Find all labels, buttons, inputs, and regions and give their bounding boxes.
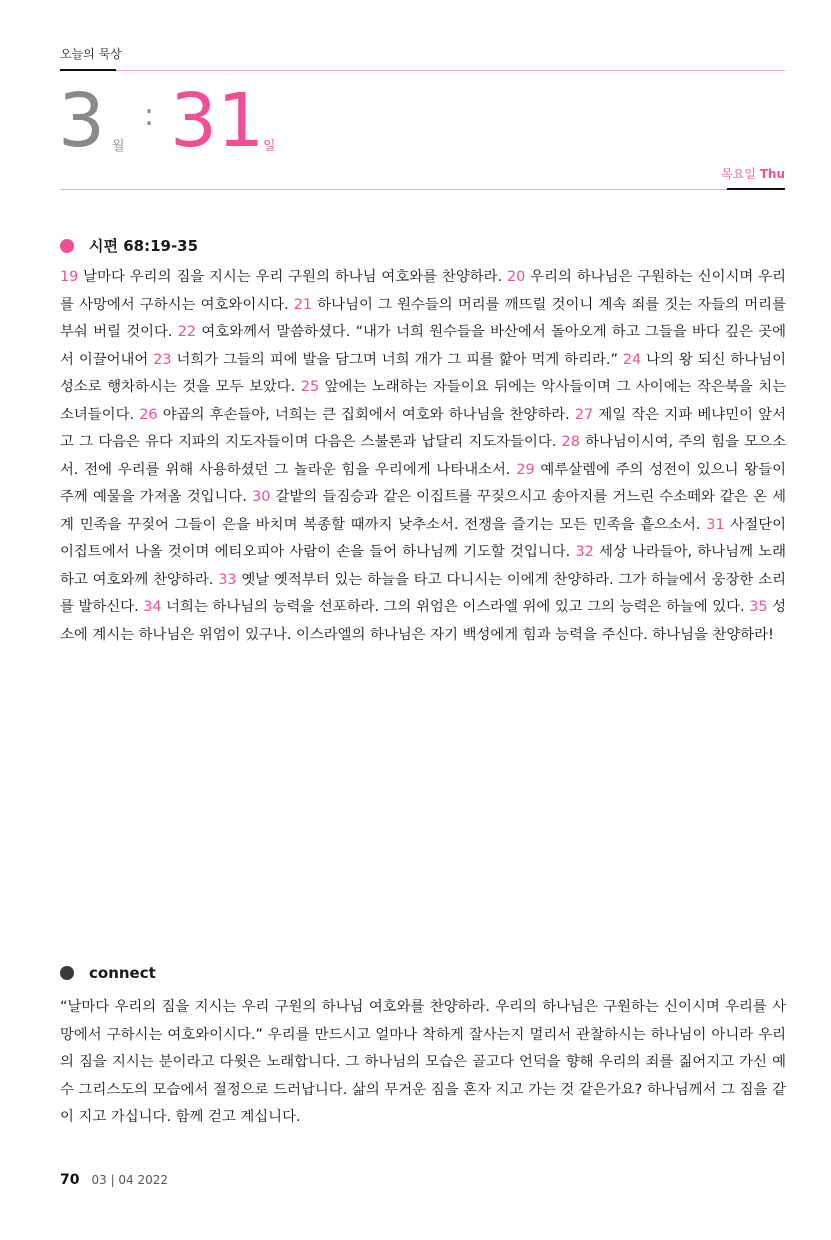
connect-bullet-icon: [60, 966, 74, 980]
verse-number: 29: [516, 461, 535, 478]
verse-number: 35: [749, 599, 768, 615]
header-rule: [116, 70, 785, 71]
weekday: [721, 165, 785, 182]
verse-number: 32: [575, 544, 594, 560]
verse-text: 여호와께서 말씀하셨다. “내가 너희 원수들을 바산에서 돌아오게 하고 그들을 바다 깊은 곳에서 이끌어내어: [60, 324, 787, 368]
verse-number: 23: [153, 351, 172, 368]
verse-number: 33: [218, 571, 237, 588]
verse-text: 하나님이시여, 주의 힘을 모으소서. 전에 우리를 위해 사용하셨던 그 놀라운 힘을 우리에게 나타내소서.: [60, 434, 786, 478]
footer: [60, 1172, 168, 1188]
verse-text: 세상 나라들아, 하나님께 노래하고 여호와께 찬양하라.: [60, 544, 786, 588]
date-rule: [60, 189, 727, 190]
verse-number: 30: [252, 489, 271, 505]
connect-title: connect: [89, 964, 156, 982]
date-underline: [727, 188, 785, 190]
header-label: 오늘의 묵상: [60, 47, 122, 61]
connect-heading: [60, 964, 156, 982]
date-block: [58, 78, 458, 164]
verse-text: 너희가 그들의 피에 발을 담그며 너희 개가 그 피를 핥아 먹게 하리라.”: [171, 351, 623, 368]
date-separator: :: [144, 98, 155, 133]
verse-number: 31: [706, 516, 725, 533]
verse-text: 날마다 우리의 짐을 지시는 우리 구원의 하나님 여호와를 찬양하라.: [78, 269, 507, 285]
verse-text: 나의 왕 되신 하나님이 성소로 행차하시는 것을 모두 보았다.: [60, 351, 786, 395]
verse-text: 너희는 하나님의 능력을 선포하라. 그의 위엄은 이스라엘 위에 있고 그의 능력은 하늘에 있다.: [161, 599, 750, 615]
verse-number: 20: [506, 269, 526, 285]
scripture-text: [60, 264, 786, 649]
verse-text: 우리의 하나님은 구원하는 신이시며 우리를 사망에서 구하시는 여호와이시다.: [60, 269, 786, 313]
verse-number: 28: [561, 434, 580, 450]
verse-number: 21: [293, 296, 313, 313]
header-underline: [60, 69, 116, 71]
weekday-ko: 목요일: [721, 167, 756, 181]
verse-number: 27: [574, 406, 594, 423]
month-number: 3: [58, 78, 106, 164]
verse-text: 성소에 계시는 하나님은 위엄이 있구나. 이스라엘의 하나님은 자기 백성에게 힘과 능력을 주신다. 하나님을 찬양하라!: [60, 599, 786, 643]
day-unit: 일: [263, 139, 276, 154]
scripture-bullet-icon: [60, 239, 74, 253]
verse-text: 야곱의 후손들아, 너희는 큰 집회에서 여호와 하나님을 찬양하라.: [157, 406, 575, 423]
verse-number: 34: [143, 599, 162, 615]
page-number: 70: [60, 1172, 80, 1188]
verse-number: 22: [177, 324, 197, 340]
day-number: 31: [170, 78, 265, 164]
verse-number: 25: [300, 379, 320, 395]
verse-text: 하나님이 그 원수들의 머리를 깨뜨릴 것이니 계속 죄를 짓는 자들의 머리를 부숴 버릴 것이다.: [60, 296, 786, 340]
verse-text: 예루살렘에 주의 성전이 있으니 왕들이 주께 예물을 가져올 것입니다.: [60, 461, 787, 505]
scripture-title: 시편 68:19-35: [89, 237, 199, 255]
verse-number: 24: [622, 351, 642, 368]
verse-text: 옛날 옛적부터 있는 하늘을 타고 다니시는 이에게 찬양하라. 그가 하늘에서 웅장한 소리를 발하신다.: [60, 571, 786, 615]
month-unit: 월: [112, 139, 125, 154]
scripture-heading: [60, 235, 198, 256]
verse-number: 26: [139, 406, 158, 423]
verse-text: 앞에는 노래하는 자들이요 뒤에는 악사들이며 그 사이에는 작은북을 치는 소녀들이다.: [60, 379, 787, 423]
verse-text: 갈밭의 들짐승과 같은 이집트를 꾸짖으시고 송아지를 거느린 수소떼와 같은 온 세계 민족을 꾸짖어 그들이 은을 바치며 복종할 때까지 낮추소서. 전쟁을 즐기는 모든 민족을 흩으소서.: [60, 489, 786, 533]
verse-number: 19: [60, 269, 79, 285]
verse-text: 사절단이 이집트에서 나올 것이며 에티오피아 사람이 손을 들어 하나님께 기도할 것입니다.: [60, 516, 786, 560]
issue-date: 03 | 04 2022: [91, 1173, 169, 1187]
weekday-en: Thu: [759, 167, 785, 181]
verse-text: 제일 작은 지파 베냐민이 앞서고 그 다음은 유다 지파의 지도자들이며 다음은 스불론과 납달리 지도자들이다.: [60, 406, 786, 450]
connect-text: “날마다 우리의 짐을 지시는 우리 구원의 하나님 여호와를 찬양하라. 우리의 하나님은 구원하는 신이시며 우리를 사망에서 구하시는 여호와이시다.” 우리를 만드시고 얼마나 착하게 잘사는지 멀리서 관찰하시는 하나님이 아니라 우리의 짐을 지시는 분이라고 다윗은 노래합니다. 그 하나님의 모습은 골고다 언덕을 향해 우리의 죄를 짊어지고 가신 예수 그리스도의 모습에서 절정으로 드러납니다. 삶의 무거운 짐을 혼자 지고 가는 것 같은가요? 하나님께서 그 짐을 같이 지고 가십니다. 함께 걷고 계십니다.: [60, 999, 786, 1125]
